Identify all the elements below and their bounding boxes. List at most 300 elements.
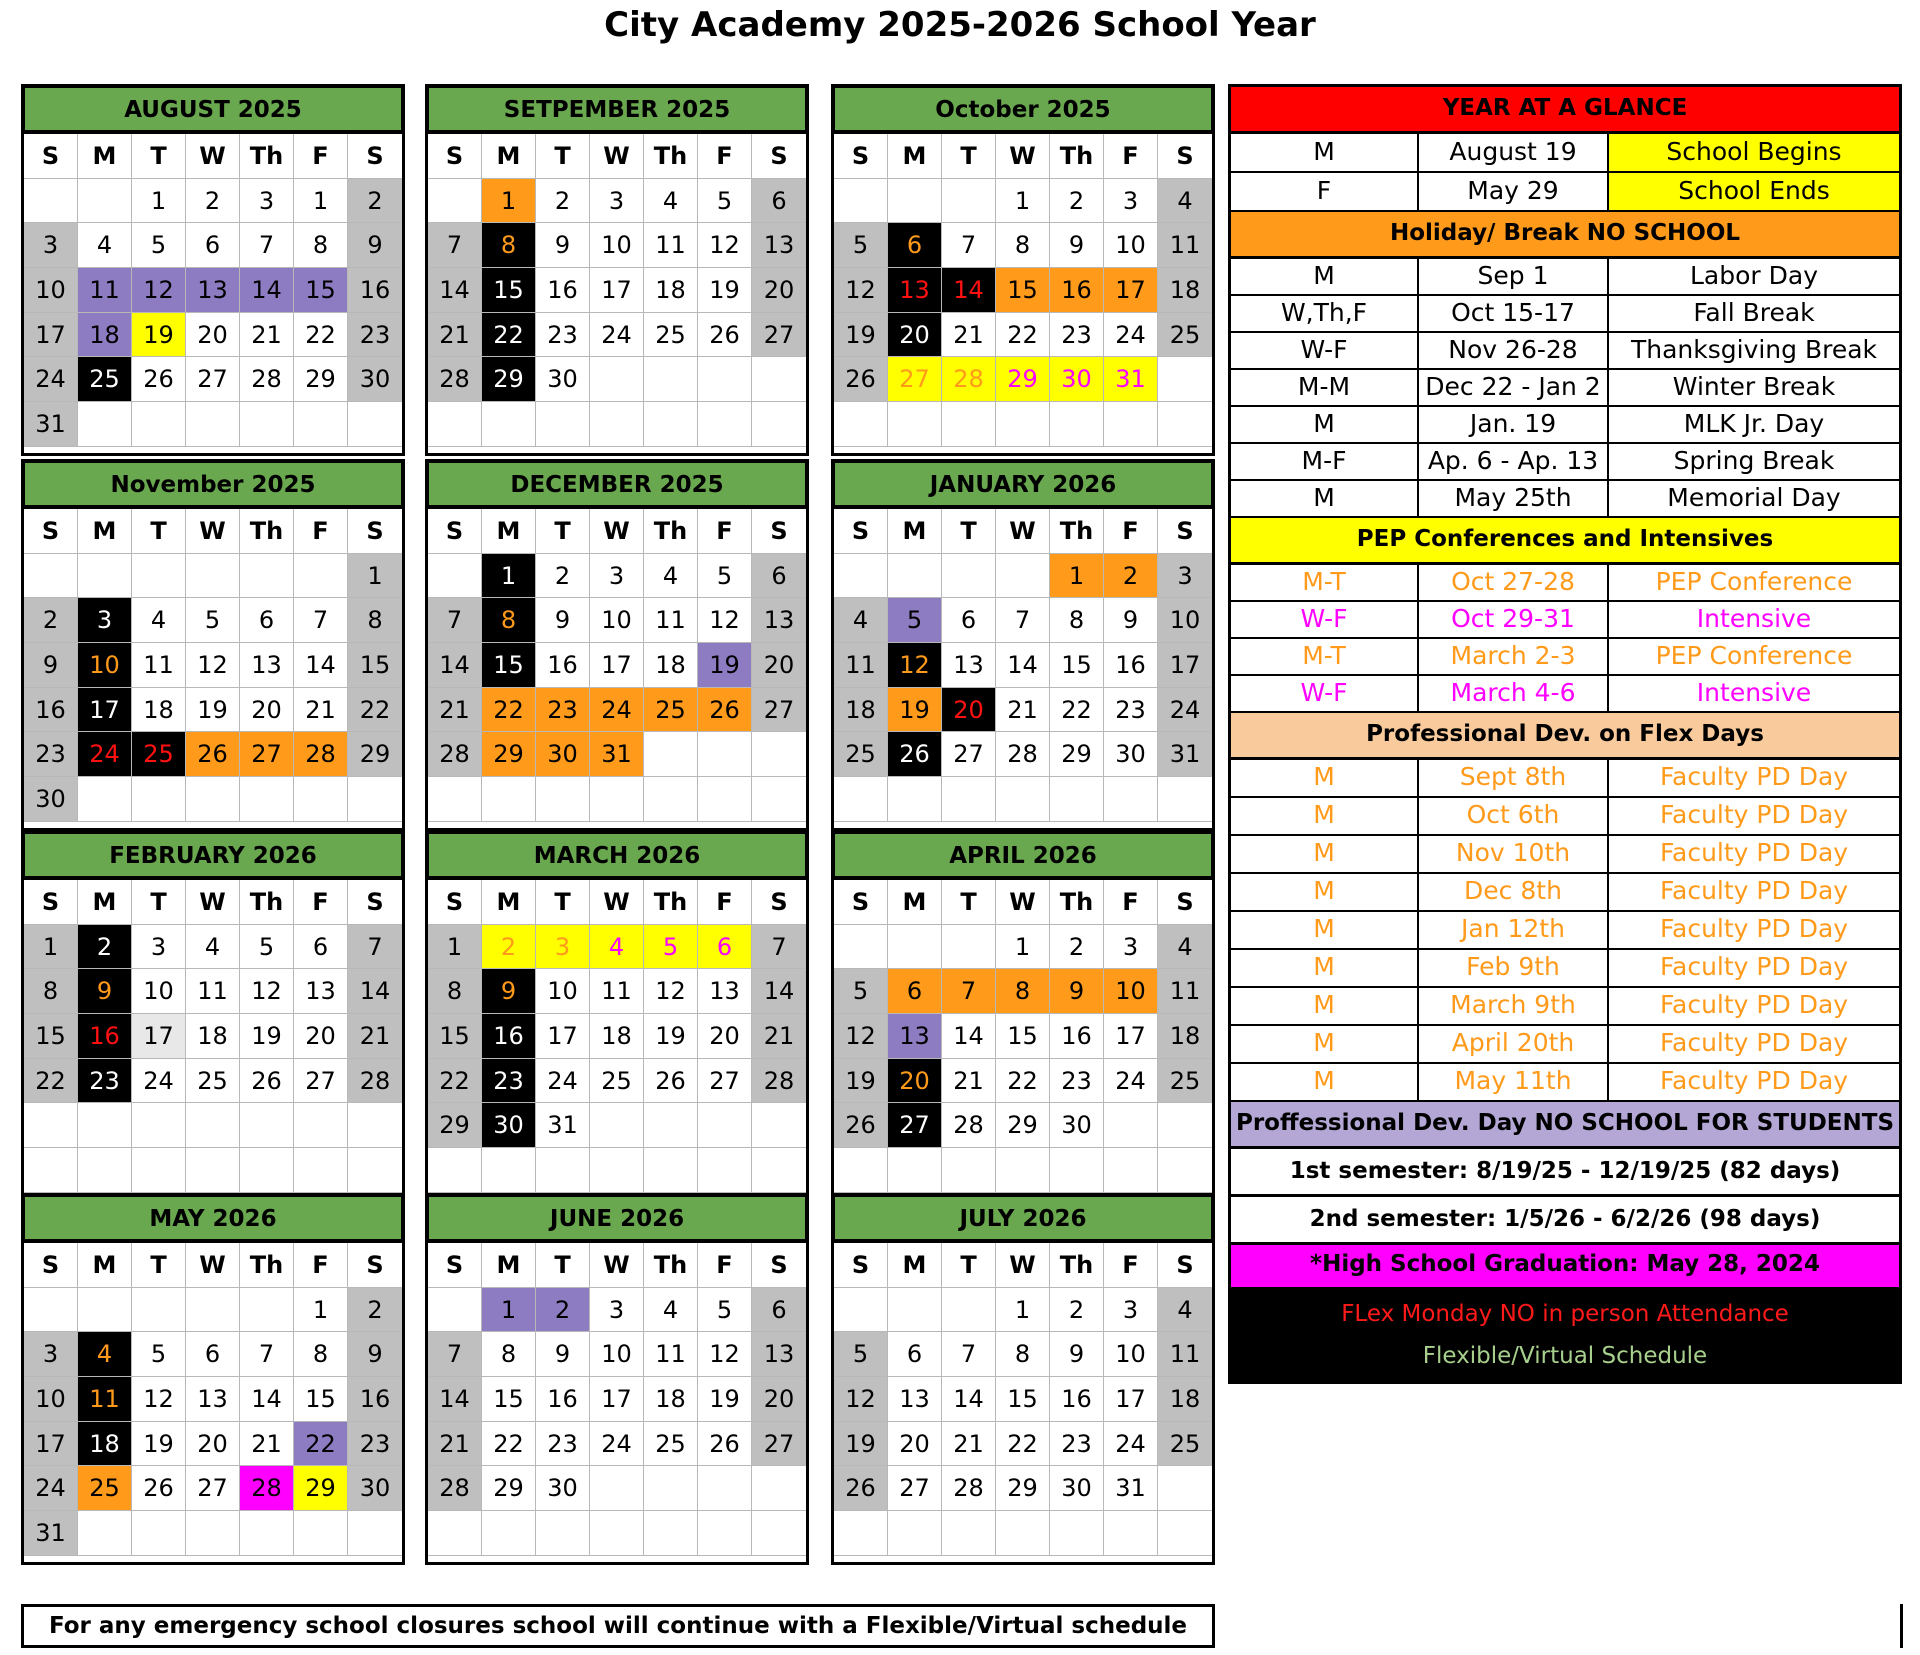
date-col: March 4-6 [1419,676,1609,711]
day-cell [942,1288,996,1333]
event-col: PEP Conference [1655,567,1853,596]
day-cell: 3 [536,925,590,970]
day-cell: 15 [428,1014,482,1059]
weekday-header: F [698,509,752,554]
day-cell: 30 [24,777,78,822]
date-col: Jan 12th [1419,912,1609,948]
weekday-header: S [428,509,482,554]
day-cell: 7 [942,223,996,268]
day-cell: 24 [590,313,644,358]
day-cell [482,1511,536,1556]
day-cell: 22 [482,313,536,358]
day-grid [428,134,806,447]
day-cell: 24 [78,732,132,777]
days-col: W-F [1231,602,1419,637]
page-title: City Academy 2025-2026 School Year [604,5,1316,45]
date-col: Nov 10th [1419,836,1609,872]
day-cell: 25 [590,1059,644,1104]
date-col: Oct 29-31 [1419,602,1609,637]
day-cell: 2 [1050,1288,1104,1333]
day-cell: 19 [698,268,752,313]
days-col: M-T [1231,565,1419,600]
weekday-header: W [186,134,240,179]
day-cell: 19 [698,643,752,688]
day-cell: 26 [834,357,888,402]
day-cell: 28 [348,1059,402,1104]
weekday-header: T [942,880,996,925]
weekday-header: Th [240,880,294,925]
day-cell: 20 [888,1422,942,1467]
day-cell: 12 [698,223,752,268]
day-cell: 30 [536,357,590,402]
weekday-header: Th [240,134,294,179]
day-cell: 9 [536,223,590,268]
day-cell [644,1466,698,1511]
weekday-header: M [78,509,132,554]
day-cell: 3 [1104,179,1158,224]
weekday-header: F [698,880,752,925]
days-col: M [1231,1026,1419,1062]
day-cell: 29 [996,357,1050,402]
day-cell: 15 [1050,643,1104,688]
flex-schedule-note: Flexible/Virtual Schedule [1422,1343,1708,1369]
pep-row [1231,639,1899,676]
event-col: School Ends [1609,173,1899,210]
day-cell [644,1103,698,1148]
day-cell: 25 [644,1422,698,1467]
day-cell [834,1288,888,1333]
weekday-header: S [348,880,402,925]
day-cell [1050,1148,1104,1193]
day-cell: 23 [536,313,590,358]
day-cell: 2 [482,925,536,970]
day-cell: 21 [348,1014,402,1059]
event-col: Faculty PD Day [1659,762,1849,791]
day-cell: 20 [698,1014,752,1059]
day-cell [348,777,402,822]
days-col: W,Th,F [1231,296,1419,331]
day-cell [834,402,888,447]
day-cell: 31 [1104,357,1158,402]
day-cell: 1 [132,179,186,224]
day-cell [482,1148,536,1193]
day-cell: 6 [186,223,240,268]
day-cell: 27 [888,1103,942,1148]
day-cell: 28 [240,1466,294,1511]
day-cell: 27 [752,313,806,358]
weekday-header: F [1104,509,1158,554]
day-cell: 3 [1104,1288,1158,1333]
date-col: August 19 [1419,134,1609,171]
day-cell [1158,402,1212,447]
day-cell [1104,1103,1158,1148]
weekday-header: S [752,134,806,179]
day-cell: 9 [1050,969,1104,1014]
day-cell: 2 [348,179,402,224]
day-cell: 5 [186,598,240,643]
day-cell: 3 [590,179,644,224]
day-cell: 18 [78,313,132,358]
day-cell [1158,1466,1212,1511]
month-title: APRIL 2026 [831,830,1215,880]
day-cell [294,1511,348,1556]
pep-row [1231,602,1899,639]
days-col: M-M [1231,370,1419,405]
date-col: April 20th [1419,1026,1609,1062]
day-cell: 8 [428,969,482,1014]
day-cell [996,554,1050,599]
day-cell: 13 [186,1377,240,1422]
day-cell: 16 [1050,1377,1104,1422]
day-cell: 18 [78,1422,132,1467]
day-cell [644,732,698,777]
day-cell: 20 [888,313,942,358]
day-cell: 21 [942,1422,996,1467]
day-cell: 22 [294,313,348,358]
pd-list [1231,760,1899,1102]
event-col: Faculty PD Day [1659,838,1849,867]
day-cell [834,1511,888,1556]
day-cell: 21 [240,313,294,358]
day-cell: 20 [752,268,806,313]
day-cell: 18 [1158,268,1212,313]
day-cell: 17 [132,1014,186,1059]
day-cell [590,1148,644,1193]
day-cell: 8 [996,969,1050,1014]
day-cell: 14 [996,643,1050,688]
holiday-row [1231,333,1899,370]
weekday-header: Th [1050,1243,1104,1288]
month-calendar [425,1193,809,1565]
day-cell [644,357,698,402]
day-cell [1104,402,1158,447]
day-cell: 24 [24,357,78,402]
day-cell: 6 [294,925,348,970]
day-cell: 3 [24,223,78,268]
glance-header: YEAR AT A GLANCE [1231,87,1899,134]
day-cell: 1 [482,554,536,599]
month-title: FEBRUARY 2026 [21,830,405,880]
day-cell: 2 [536,554,590,599]
date-col: Sep 1 [1419,259,1609,294]
day-cell: 9 [1104,598,1158,643]
weekday-header: S [428,880,482,925]
day-grid [834,1243,1212,1556]
day-cell: 19 [132,1422,186,1467]
day-cell: 13 [942,643,996,688]
day-cell [240,777,294,822]
day-cell [996,402,1050,447]
day-cell [888,1288,942,1333]
event-col: Spring Break [1673,446,1835,475]
days-col: M [1231,950,1419,986]
day-cell: 6 [752,1288,806,1333]
month-title: AUGUST 2025 [21,84,405,134]
day-cell [644,402,698,447]
day-cell: 4 [644,179,698,224]
flex-legend [1231,1287,1899,1381]
day-cell [698,732,752,777]
day-cell: 3 [590,1288,644,1333]
day-cell: 1 [996,1288,1050,1333]
day-cell: 25 [644,313,698,358]
day-cell: 6 [888,223,942,268]
holiday-row [1231,370,1899,407]
day-cell: 25 [78,357,132,402]
day-cell: 29 [294,357,348,402]
day-cell: 5 [240,925,294,970]
day-cell: 8 [482,598,536,643]
day-cell: 19 [834,1422,888,1467]
day-cell: 30 [348,357,402,402]
day-cell: 29 [348,732,402,777]
event-col: Faculty PD Day [1659,1066,1849,1095]
weekday-header: S [752,1243,806,1288]
day-cell [834,179,888,224]
day-cell [996,1511,1050,1556]
day-cell: 14 [348,969,402,1014]
day-cell [428,402,482,447]
day-cell: 11 [644,1332,698,1377]
day-cell: 15 [482,1377,536,1422]
day-cell: 7 [942,1332,996,1377]
day-cell: 11 [1158,1332,1212,1377]
day-cell: 7 [294,598,348,643]
day-cell: 22 [24,1059,78,1104]
day-cell: 12 [698,598,752,643]
date-col: Feb 9th [1419,950,1609,986]
weekday-header: W [590,509,644,554]
day-cell: 10 [1158,598,1212,643]
day-grid [834,880,1212,1193]
weekday-header: Th [240,1243,294,1288]
day-cell: 13 [240,643,294,688]
day-cell [942,554,996,599]
day-cell: 22 [996,313,1050,358]
day-cell: 25 [834,732,888,777]
day-cell: 19 [888,688,942,733]
day-cell: 16 [348,268,402,313]
day-cell: 21 [240,1422,294,1467]
day-cell [240,402,294,447]
day-cell [78,554,132,599]
day-cell [698,402,752,447]
day-cell: 14 [942,268,996,313]
month-calendar [425,459,809,831]
day-cell: 6 [888,1332,942,1377]
weekday-header: T [536,509,590,554]
day-cell: 11 [834,643,888,688]
day-cell: 14 [752,969,806,1014]
weekday-header: T [942,134,996,179]
month-calendar [831,830,1215,1202]
weekday-header: F [1104,880,1158,925]
day-cell: 12 [834,268,888,313]
day-cell: 17 [24,1422,78,1467]
day-cell: 18 [644,268,698,313]
day-cell: 20 [186,1422,240,1467]
weekday-header: S [348,134,402,179]
date-col: Ap. 6 - Ap. 13 [1419,444,1609,479]
day-cell [24,1148,78,1193]
weekday-header: S [24,880,78,925]
day-cell: 25 [1158,313,1212,358]
day-cell: 17 [1104,1377,1158,1422]
pep-header: PEP Conferences and Intensives [1231,518,1899,565]
date-col: March 9th [1419,988,1609,1024]
day-cell: 28 [428,357,482,402]
day-cell: 1 [24,925,78,970]
semester-1: 1st semester: 8/19/25 - 12/19/25 (82 days) [1231,1149,1899,1197]
day-cell: 4 [1158,1288,1212,1333]
day-cell: 12 [644,969,698,1014]
day-cell: 21 [942,1059,996,1104]
day-cell: 8 [482,223,536,268]
day-cell [1104,777,1158,822]
day-cell [78,1511,132,1556]
pd-header: Professional Dev. on Flex Days [1231,713,1899,760]
month-calendar [831,459,1215,831]
day-cell: 17 [1104,1014,1158,1059]
weekday-header: F [294,880,348,925]
day-cell: 9 [348,1332,402,1377]
day-cell: 13 [294,969,348,1014]
weekday-header: S [428,1243,482,1288]
day-cell: 24 [590,1422,644,1467]
pd-no-school-legend: Proffessional Dev. Day NO SCHOOL FOR STUDENTS [1231,1102,1899,1149]
day-cell: 4 [132,598,186,643]
day-cell: 29 [482,357,536,402]
day-cell: 7 [428,223,482,268]
day-cell: 24 [1104,1422,1158,1467]
day-cell [996,777,1050,822]
day-cell: 29 [428,1103,482,1148]
weekday-header: F [294,509,348,554]
day-cell [536,777,590,822]
day-cell: 16 [536,268,590,313]
day-cell: 9 [1050,1332,1104,1377]
date-col: Dec 22 - Jan 2 [1419,370,1609,405]
event-col: Faculty PD Day [1659,1028,1849,1057]
day-cell: 30 [482,1103,536,1148]
day-cell: 21 [752,1014,806,1059]
day-cell: 9 [348,223,402,268]
day-cell [24,179,78,224]
day-cell: 24 [1158,688,1212,733]
pd-row [1231,1064,1899,1102]
day-cell [1158,1511,1212,1556]
day-cell [752,357,806,402]
day-cell: 1 [294,179,348,224]
date-col: Oct 15-17 [1419,296,1609,331]
pd-row [1231,950,1899,988]
day-cell [294,1148,348,1193]
days-col: M [1231,836,1419,872]
day-cell: 22 [1050,688,1104,733]
day-cell: 19 [698,1377,752,1422]
day-cell: 23 [536,1422,590,1467]
day-cell [186,777,240,822]
day-cell [132,402,186,447]
day-cell [752,1466,806,1511]
day-cell [942,1148,996,1193]
day-cell: 8 [294,1332,348,1377]
day-cell: 2 [1104,554,1158,599]
day-cell [1050,1511,1104,1556]
year-at-a-glance-panel [1228,84,1902,1384]
day-cell: 24 [1104,1059,1158,1104]
month-title: JUNE 2026 [425,1193,809,1243]
day-cell: 29 [482,1466,536,1511]
weekday-header: S [834,880,888,925]
weekday-header: M [888,880,942,925]
date-col: May 29 [1419,173,1609,210]
weekday-header: S [1158,1243,1212,1288]
weekday-header: S [1158,134,1212,179]
day-cell: 2 [348,1288,402,1333]
day-cell: 10 [1104,1332,1158,1377]
day-cell: 15 [294,1377,348,1422]
day-cell: 12 [240,969,294,1014]
day-cell: 3 [590,554,644,599]
day-cell [752,777,806,822]
day-cell [78,1103,132,1148]
day-cell: 3 [78,598,132,643]
day-cell: 27 [752,688,806,733]
weekday-header: W [590,134,644,179]
day-grid [428,880,806,1193]
month-title: MARCH 2026 [425,830,809,880]
day-cell: 27 [240,732,294,777]
day-cell: 5 [698,554,752,599]
weekday-header: S [24,134,78,179]
days-col: M [1231,798,1419,834]
day-cell: 13 [186,268,240,313]
weekday-header: F [294,134,348,179]
day-cell: 17 [1158,643,1212,688]
day-cell: 23 [24,732,78,777]
event-col: Faculty PD Day [1659,914,1849,943]
day-cell: 16 [536,1377,590,1422]
day-cell: 10 [1104,969,1158,1014]
day-cell: 8 [294,223,348,268]
day-cell: 23 [348,313,402,358]
day-cell: 12 [834,1014,888,1059]
day-cell [1104,1511,1158,1556]
days-col: W-F [1231,333,1419,368]
weekday-header: M [888,1243,942,1288]
day-cell [834,777,888,822]
day-cell: 18 [1158,1014,1212,1059]
day-cell: 26 [834,1103,888,1148]
day-cell: 21 [428,688,482,733]
event-col: Faculty PD Day [1659,876,1849,905]
day-cell: 19 [186,688,240,733]
month-calendar [425,830,809,1202]
day-cell: 5 [698,1288,752,1333]
day-cell: 10 [132,969,186,1014]
day-cell: 10 [78,643,132,688]
month-title: SETPEMBER 2025 [425,84,809,134]
day-cell: 8 [1050,598,1104,643]
weekday-header: M [888,509,942,554]
day-cell [1158,777,1212,822]
day-cell [590,402,644,447]
day-cell: 24 [24,1466,78,1511]
day-cell: 16 [1104,643,1158,688]
pep-row [1231,565,1899,602]
day-cell: 19 [834,313,888,358]
